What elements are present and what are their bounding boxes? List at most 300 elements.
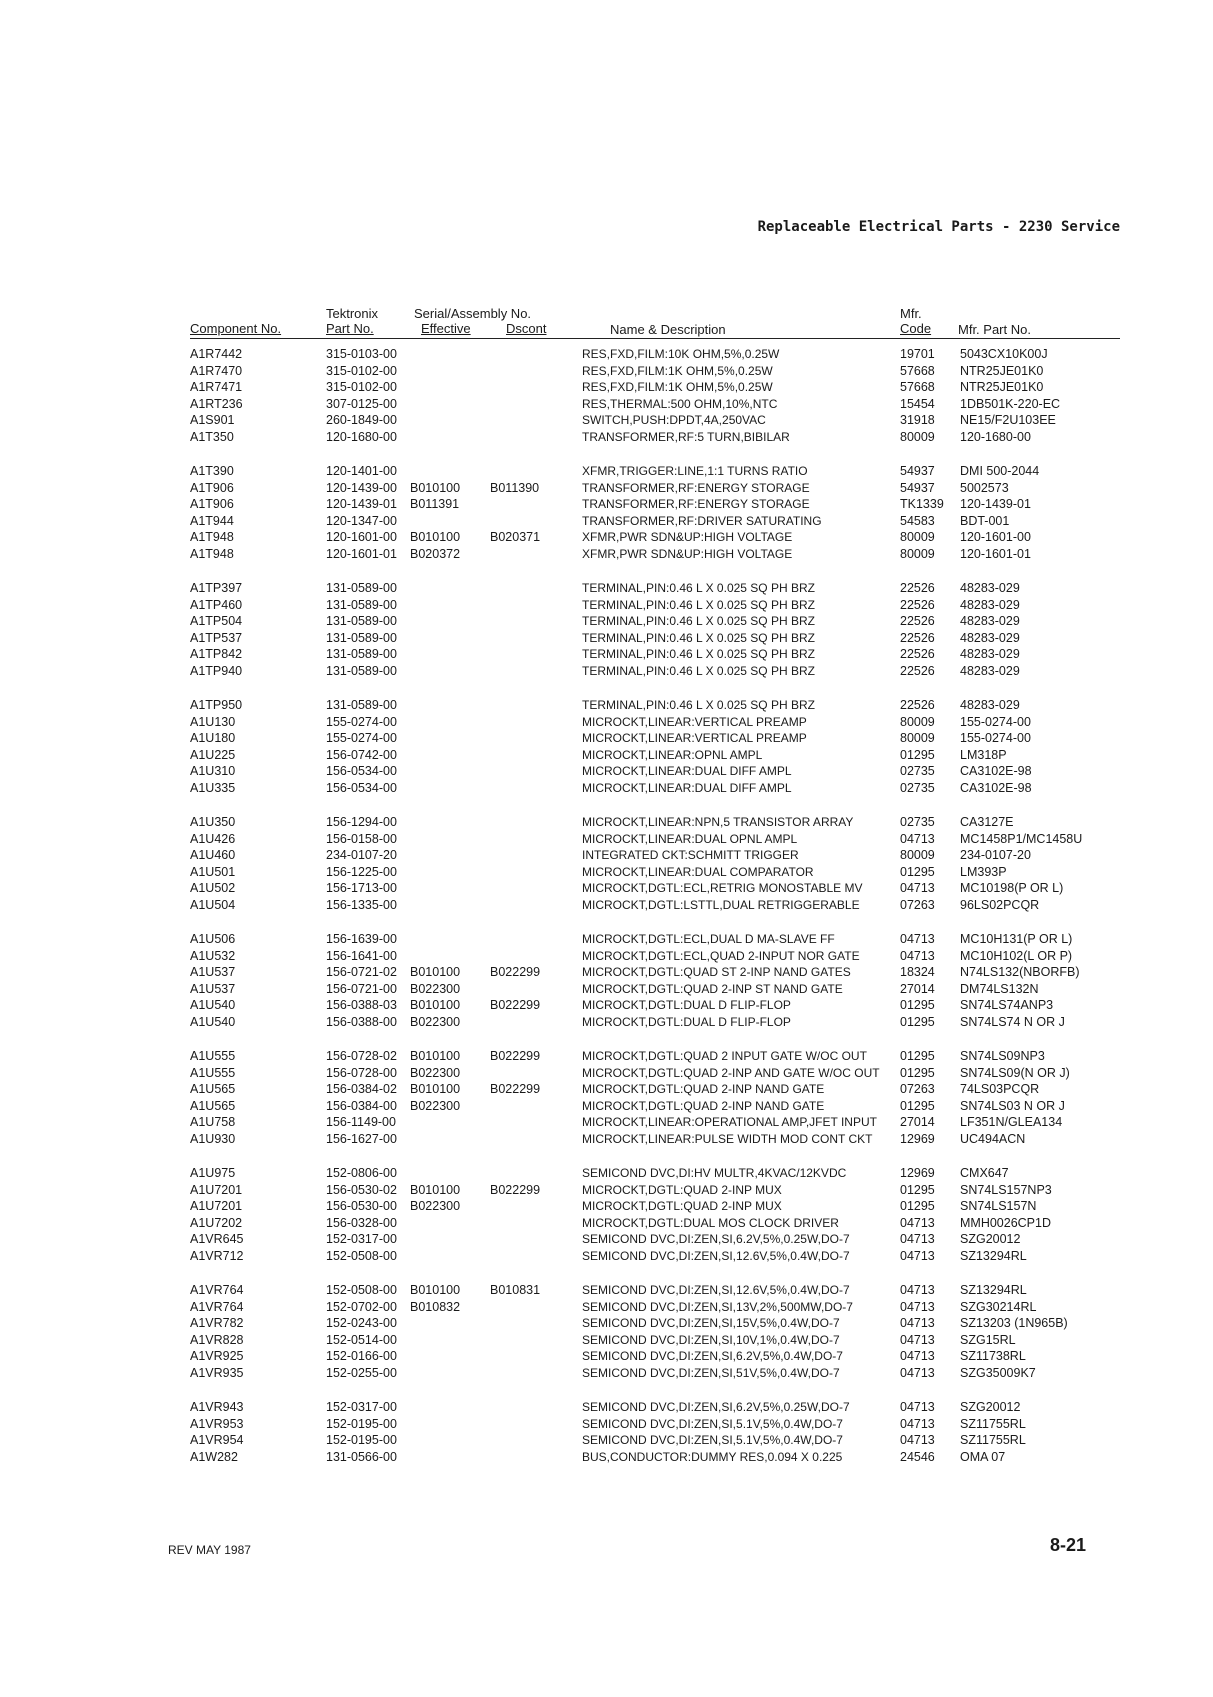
- cell-tektronix-part-no: 120-1439-01: [326, 497, 397, 511]
- cell-serial-dscont: B022299: [490, 1182, 541, 1197]
- cell-component-no: A1T948: [190, 546, 234, 561]
- cell-name-description: MICROCKT,LINEAR:PULSE WIDTH MOD CONT CKT: [582, 1131, 873, 1146]
- cell-mfr-part-no: SN74LS157N: [960, 1199, 1037, 1213]
- cell-mfr-code: 04713: [900, 1316, 935, 1330]
- cell-tektronix-part-no: 120-1401-00: [326, 464, 397, 478]
- column-header-code-label: Code: [900, 321, 932, 336]
- cell-mfr-part-no: SN74LS03 N OR J: [960, 1098, 1065, 1113]
- cell-mfr-code: 04713: [900, 1283, 935, 1297]
- cell-mfr-part-no: 155-0274-00: [960, 731, 1031, 745]
- cell-mfr-code: 18324: [900, 965, 935, 979]
- cell-mfr-code: 04713: [900, 1433, 935, 1447]
- cell-tektronix-part-no: 120-1439-00: [326, 480, 397, 495]
- cell-name-description: SEMICOND DVC,DI:ZEN,SI,12.6V,5%,0.4W,DO-7: [582, 1248, 850, 1263]
- column-header-serial-assembly: [414, 306, 531, 321]
- cell-serial-effective: B011391: [410, 497, 460, 511]
- cell-serial-effective: B022300: [410, 1065, 461, 1080]
- parts-group: [0, 1282, 1213, 1381]
- column-header-component-no: [190, 321, 281, 336]
- cell-tektronix-part-no: 152-0508-00: [326, 1283, 397, 1297]
- cell-mfr-part-no: CA3127E: [960, 815, 1014, 829]
- cell-name-description: MICROCKT,LINEAR:DUAL DIFF AMPL: [582, 780, 792, 795]
- cell-component-no: A1VR645: [190, 1232, 244, 1246]
- table-row: [0, 1048, 1213, 1065]
- cell-tektronix-part-no: 131-0589-00: [326, 647, 397, 661]
- cell-component-no: A1TP950: [190, 698, 243, 712]
- cell-mfr-part-no: NE15/F2U103EE: [960, 413, 1056, 427]
- cell-tektronix-part-no: 156-1639-00: [326, 932, 397, 946]
- table-row: [0, 897, 1213, 914]
- cell-component-no: A1U130: [190, 714, 236, 729]
- cell-name-description: MICROCKT,DGTL:QUAD 2-INP MUX: [582, 1199, 782, 1213]
- cell-mfr-part-no: MC10H102(L OR P): [960, 948, 1073, 963]
- cell-name-description: TERMINAL,PIN:0.46 L X 0.025 SQ PH BRZ: [582, 581, 815, 595]
- cell-mfr-part-no: MMH0026CP1D: [960, 1215, 1052, 1230]
- table-row: [0, 1198, 1213, 1215]
- cell-component-no: A1TP397: [190, 581, 243, 595]
- table-row: [0, 1114, 1213, 1131]
- cell-name-description: SEMICOND DVC,DI:ZEN,SI,6.2V,5%,0.4W,DO-7: [582, 1349, 843, 1363]
- table-row: [0, 1449, 1213, 1466]
- cell-mfr-code: 12969: [900, 1131, 935, 1146]
- page-number: 8-21: [1050, 1535, 1087, 1555]
- table-row: [0, 513, 1213, 530]
- cell-name-description: SEMICOND DVC,DI:ZEN,SI,51V,5%,0.4W,DO-7: [582, 1365, 840, 1380]
- cell-component-no: A1U225: [190, 747, 236, 762]
- parts-group: [0, 1165, 1213, 1264]
- cell-component-no: A1U180: [190, 731, 236, 745]
- cell-component-no: A1VR925: [190, 1349, 244, 1363]
- table-row: [0, 546, 1213, 563]
- cell-mfr-part-no: CA3102E-98: [960, 780, 1032, 795]
- column-header-effective: [421, 321, 471, 336]
- cell-component-no: A1U532: [190, 948, 236, 963]
- cell-mfr-part-no: N74LS132(NBORFB): [960, 965, 1080, 979]
- cell-component-no: A1TP460: [190, 597, 243, 612]
- cell-serial-dscont: B011390: [490, 480, 540, 495]
- cell-mfr-code: 80009: [900, 429, 935, 444]
- cell-mfr-code: 80009: [900, 848, 935, 862]
- cell-serial-effective: B010100: [410, 1082, 461, 1096]
- cell-mfr-code: 01295: [900, 1199, 935, 1213]
- table-row: [0, 780, 1213, 797]
- cell-name-description: MICROCKT,LINEAR:OPNL AMPL: [582, 747, 763, 762]
- cell-name-description: TERMINAL,PIN:0.46 L X 0.025 SQ PH BRZ: [582, 698, 815, 712]
- cell-name-description: MICROCKT,DGTL:DUAL D FLIP-FLOP: [582, 998, 791, 1012]
- parts-group: [0, 931, 1213, 1030]
- cell-name-description: TRANSFORMER,RF:ENERGY STORAGE: [582, 497, 810, 511]
- table-row: [0, 1098, 1213, 1115]
- cell-name-description: SEMICOND DVC,DI:ZEN,SI,6.2V,5%,0.25W,DO-7: [582, 1232, 850, 1246]
- table-row: [0, 814, 1213, 831]
- cell-component-no: A1U555: [190, 1065, 236, 1080]
- table-row: [0, 1332, 1213, 1349]
- cell-mfr-part-no: SZ13294RL: [960, 1283, 1027, 1297]
- cell-mfr-code: 04713: [900, 1416, 935, 1431]
- cell-mfr-part-no: CA3102E-98: [960, 764, 1032, 778]
- cell-mfr-code: 12969: [900, 1166, 935, 1180]
- cell-tektronix-part-no: 156-0388-03: [326, 998, 397, 1012]
- column-header-dscont-label: Dscont: [506, 321, 547, 336]
- table-row: [0, 864, 1213, 881]
- cell-component-no: A1TP504: [190, 614, 243, 628]
- cell-mfr-part-no: 120-1601-00: [960, 530, 1031, 544]
- cell-component-no: A1U502: [190, 881, 236, 895]
- cell-component-no: A1T944: [190, 513, 234, 528]
- table-row: [0, 948, 1213, 965]
- cell-mfr-code: 22526: [900, 630, 935, 645]
- cell-mfr-code: 22526: [900, 698, 935, 712]
- table-row: [0, 480, 1213, 497]
- cell-mfr-part-no: SN74LS157NP3: [960, 1182, 1052, 1197]
- cell-mfr-part-no: 120-1680-00: [960, 429, 1031, 444]
- cell-name-description: MICROCKT,DGTL:QUAD ST 2-INP NAND GATES: [582, 965, 851, 979]
- parts-group: [0, 814, 1213, 913]
- cell-tektronix-part-no: 152-0195-00: [326, 1433, 397, 1447]
- cell-mfr-part-no: 120-1601-01: [960, 546, 1031, 561]
- cell-tektronix-part-no: 152-0243-00: [326, 1316, 397, 1330]
- cell-name-description: MICROCKT,DGTL:ECL,RETRIG MONOSTABLE MV: [582, 881, 863, 895]
- cell-mfr-part-no: 48283-029: [960, 647, 1020, 661]
- cell-component-no: A1TP842: [190, 647, 243, 661]
- cell-name-description: SWITCH,PUSH:DPDT,4A,250VAC: [582, 413, 766, 427]
- cell-mfr-part-no: SZG20012: [960, 1400, 1021, 1414]
- cell-serial-dscont: B022299: [490, 1082, 541, 1096]
- cell-mfr-code: 01295: [900, 998, 935, 1012]
- cell-mfr-code: 31918: [900, 413, 935, 427]
- table-row: [0, 1081, 1213, 1098]
- cell-mfr-part-no: MC1458P1/MC1458U: [960, 831, 1083, 846]
- cell-name-description: BUS,CONDUCTOR:DUMMY RES,0.094 X 0.225: [582, 1449, 843, 1464]
- cell-name-description: MICROCKT,DGTL:LSTTL,DUAL RETRIGGERABLE: [582, 897, 860, 912]
- cell-mfr-code: 57668: [900, 363, 935, 378]
- cell-name-description: SEMICOND DVC,DI:ZEN,SI,15V,5%,0.4W,DO-7: [582, 1316, 840, 1330]
- cell-serial-effective: B022300: [410, 1014, 461, 1029]
- cell-serial-effective: B010100: [410, 480, 461, 495]
- cell-component-no: A1U565: [190, 1098, 236, 1113]
- cell-tektronix-part-no: 156-1225-00: [326, 864, 397, 879]
- cell-tektronix-part-no: 120-1601-00: [326, 530, 397, 544]
- cell-tektronix-part-no: 156-0530-02: [326, 1182, 397, 1197]
- parts-group: [0, 463, 1213, 562]
- table-row: [0, 1182, 1213, 1199]
- cell-tektronix-part-no: 234-0107-20: [326, 848, 397, 862]
- cell-tektronix-part-no: 155-0274-00: [326, 714, 397, 729]
- cell-mfr-code: 22526: [900, 597, 935, 612]
- cell-component-no: A1VR953: [190, 1416, 244, 1431]
- cell-mfr-code: 01295: [900, 1049, 935, 1063]
- cell-name-description: MICROCKT,DGTL:QUAD 2-INP ST NAND GATE: [582, 981, 843, 996]
- cell-name-description: TERMINAL,PIN:0.46 L X 0.025 SQ PH BRZ: [582, 663, 815, 678]
- cell-tektronix-part-no: 315-0102-00: [326, 363, 397, 378]
- cell-mfr-code: 19701: [900, 347, 935, 361]
- cell-name-description: TERMINAL,PIN:0.46 L X 0.025 SQ PH BRZ: [582, 647, 815, 661]
- column-header-name-description: [610, 322, 726, 337]
- cell-mfr-code: 80009: [900, 530, 935, 544]
- column-header-tektronix-label: Tektronix: [326, 306, 379, 321]
- table-row: [0, 931, 1213, 948]
- header-divider: [190, 338, 1120, 339]
- cell-component-no: A1U350: [190, 815, 236, 829]
- cell-name-description: RES,FXD,FILM:10K OHM,5%,0.25W: [582, 347, 780, 361]
- cell-component-no: A1S901: [190, 413, 235, 427]
- table-row: [0, 1348, 1213, 1365]
- cell-component-no: A1U555: [190, 1049, 236, 1063]
- cell-tektronix-part-no: 156-0530-00: [326, 1199, 397, 1213]
- cell-serial-dscont: B022299: [490, 998, 541, 1012]
- cell-tektronix-part-no: 152-0702-00: [326, 1299, 397, 1314]
- table-row: [0, 964, 1213, 981]
- table-row: [0, 1014, 1213, 1031]
- cell-mfr-code: 04713: [900, 1215, 935, 1230]
- cell-mfr-part-no: SZG15RL: [960, 1332, 1016, 1347]
- cell-mfr-part-no: 74LS03PCQR: [960, 1082, 1040, 1096]
- cell-mfr-code: 02735: [900, 780, 935, 795]
- cell-name-description: SEMICOND DVC,DI:ZEN,SI,13V,2%,500MW,DO-7: [582, 1299, 853, 1314]
- cell-tektronix-part-no: 156-0384-00: [326, 1098, 397, 1113]
- column-header-dscont: [506, 321, 546, 336]
- cell-name-description: SEMICOND DVC,DI:ZEN,SI,6.2V,5%,0.25W,DO-7: [582, 1400, 850, 1414]
- table-row: [0, 580, 1213, 597]
- cell-component-no: A1R7442: [190, 347, 243, 361]
- cell-component-no: A1VR935: [190, 1365, 244, 1380]
- table-row: [0, 1131, 1213, 1148]
- column-header-mfr-part-no-label: Mfr. Part No.: [958, 322, 1031, 337]
- cell-serial-effective: B022300: [410, 1199, 461, 1213]
- cell-component-no: A1VR712: [190, 1248, 244, 1263]
- cell-mfr-part-no: 120-1439-01: [960, 497, 1031, 511]
- column-header-effective-label: Effective: [421, 321, 471, 336]
- cell-component-no: A1R7471: [190, 380, 243, 394]
- cell-mfr-code: 57668: [900, 380, 935, 394]
- cell-name-description: MICROCKT,DGTL:DUAL MOS CLOCK DRIVER: [582, 1215, 839, 1230]
- cell-name-description: MICROCKT,LINEAR:DUAL DIFF AMPL: [582, 764, 792, 778]
- cell-component-no: A1U537: [190, 965, 236, 979]
- cell-name-description: MICROCKT,LINEAR:DUAL COMPARATOR: [582, 864, 814, 879]
- cell-component-no: A1U7202: [190, 1215, 243, 1230]
- table-row: [0, 997, 1213, 1014]
- table-row: [0, 429, 1213, 446]
- table-row: [0, 714, 1213, 731]
- parts-group: [0, 1399, 1213, 1465]
- cell-name-description: SEMICOND DVC,DI:ZEN,SI,10V,1%,0.4W,DO-7: [582, 1332, 840, 1347]
- cell-name-description: MICROCKT,LINEAR:OPERATIONAL AMP,JFET INPUT: [582, 1115, 877, 1129]
- cell-component-no: A1U930: [190, 1131, 236, 1146]
- cell-tektronix-part-no: 131-0589-00: [326, 630, 397, 645]
- parts-group: [0, 580, 1213, 679]
- cell-tektronix-part-no: 156-0742-00: [326, 747, 397, 762]
- column-header-name-description-label: Name & Description: [610, 322, 726, 337]
- cell-mfr-code: 27014: [900, 981, 935, 996]
- cell-tektronix-part-no: 156-1641-00: [326, 948, 397, 963]
- table-row: [0, 1165, 1213, 1182]
- cell-tektronix-part-no: 152-0166-00: [326, 1349, 397, 1363]
- cell-mfr-code: 02735: [900, 764, 935, 778]
- cell-mfr-code: 01295: [900, 747, 935, 762]
- cell-tektronix-part-no: 156-0728-00: [326, 1065, 397, 1080]
- cell-mfr-part-no: SN74LS09(N OR J): [960, 1065, 1070, 1080]
- revision-date: REV MAY 1987: [168, 1543, 251, 1557]
- table-row: [0, 363, 1213, 380]
- column-header-mfr-code: [900, 306, 931, 336]
- table-row: [0, 747, 1213, 764]
- cell-name-description: RES,FXD,FILM:1K OHM,5%,0.25W: [582, 363, 773, 378]
- cell-serial-effective: B010100: [410, 1182, 461, 1197]
- table-row: [0, 613, 1213, 630]
- cell-tektronix-part-no: 315-0103-00: [326, 347, 397, 361]
- parts-group: [0, 346, 1213, 445]
- cell-name-description: SEMICOND DVC,DI:HV MULTR,4KVAC/12KVDC: [582, 1166, 847, 1180]
- cell-tektronix-part-no: 131-0589-00: [326, 614, 397, 628]
- table-row: [0, 463, 1213, 480]
- cell-component-no: A1U540: [190, 1014, 236, 1029]
- cell-mfr-part-no: SZG30214RL: [960, 1299, 1037, 1314]
- cell-mfr-part-no: SZ11755RL: [960, 1433, 1026, 1447]
- cell-serial-effective: B010100: [410, 1049, 461, 1063]
- cell-mfr-part-no: 48283-029: [960, 581, 1020, 595]
- table-row: [0, 630, 1213, 647]
- parts-list: [0, 346, 1213, 1483]
- cell-mfr-code: 04713: [900, 1332, 935, 1347]
- table-row: [0, 1365, 1213, 1382]
- cell-mfr-part-no: 96LS02PCQR: [960, 897, 1040, 912]
- table-row: [0, 880, 1213, 897]
- cell-component-no: A1U758: [190, 1115, 236, 1129]
- cell-tektronix-part-no: 156-0534-00: [326, 780, 397, 795]
- column-header-mfr-label: Mfr.: [900, 306, 922, 321]
- cell-mfr-part-no: SN74LS74ANP3: [960, 998, 1054, 1012]
- cell-serial-dscont: B022299: [490, 965, 541, 979]
- column-header-serial-label: Serial/Assembly No.: [414, 306, 532, 321]
- cell-tektronix-part-no: 131-0589-00: [326, 698, 397, 712]
- cell-mfr-part-no: SZ11755RL: [960, 1416, 1026, 1431]
- cell-tektronix-part-no: 156-1149-00: [326, 1115, 396, 1129]
- table-row: [0, 1315, 1213, 1332]
- cell-component-no: A1U310: [190, 764, 236, 778]
- cell-tektronix-part-no: 156-0728-02: [326, 1049, 397, 1063]
- cell-component-no: A1W282: [190, 1449, 238, 1464]
- cell-name-description: MICROCKT,DGTL:QUAD 2 INPUT GATE W/OC OUT: [582, 1049, 867, 1063]
- cell-component-no: A1U504: [190, 897, 236, 912]
- cell-mfr-code: 01295: [900, 1065, 935, 1080]
- cell-tektronix-part-no: 156-1627-00: [326, 1131, 397, 1146]
- cell-serial-dscont: B010831: [490, 1283, 541, 1297]
- cell-component-no: A1U426: [190, 831, 236, 846]
- table-row: [0, 496, 1213, 513]
- cell-serial-effective: B010832: [410, 1299, 461, 1314]
- cell-mfr-part-no: LM393P: [960, 864, 1007, 879]
- cell-tektronix-part-no: 156-1294-00: [326, 815, 397, 829]
- cell-mfr-code: 04713: [900, 932, 935, 946]
- cell-mfr-part-no: BDT-001: [960, 513, 1010, 528]
- cell-name-description: MICROCKT,DGTL:QUAD 2-INP AND GATE W/OC OUT: [582, 1065, 880, 1080]
- cell-name-description: RES,FXD,FILM:1K OHM,5%,0.25W: [582, 380, 773, 394]
- table-row: [0, 1399, 1213, 1416]
- cell-mfr-part-no: LF351N/GLEA134: [960, 1115, 1063, 1129]
- cell-component-no: A1VR943: [190, 1400, 244, 1414]
- cell-tektronix-part-no: 155-0274-00: [326, 731, 397, 745]
- cell-mfr-part-no: SZG35009K7: [960, 1365, 1036, 1380]
- table-row: [0, 1215, 1213, 1232]
- cell-mfr-part-no: SN74LS74 N OR J: [960, 1014, 1065, 1029]
- cell-name-description: TERMINAL,PIN:0.46 L X 0.025 SQ PH BRZ: [582, 614, 815, 628]
- cell-mfr-code: 04713: [900, 1400, 935, 1414]
- cell-component-no: A1U501: [190, 864, 236, 879]
- cell-name-description: MICROCKT,LINEAR:VERTICAL PREAMP: [582, 731, 807, 745]
- cell-mfr-part-no: 48283-029: [960, 630, 1020, 645]
- cell-mfr-code: TK1339: [900, 497, 944, 511]
- cell-mfr-part-no: NTR25JE01K0: [960, 380, 1044, 394]
- cell-mfr-part-no: SZ13203 (1N965B): [960, 1316, 1068, 1330]
- cell-mfr-code: 22526: [900, 647, 935, 661]
- cell-mfr-code: 04713: [900, 948, 935, 963]
- cell-component-no: A1TP537: [190, 630, 243, 645]
- cell-tektronix-part-no: 156-0158-00: [326, 831, 397, 846]
- cell-mfr-part-no: SN74LS09NP3: [960, 1049, 1045, 1063]
- cell-component-no: A1U7201: [190, 1199, 243, 1213]
- cell-serial-effective: B022300: [410, 981, 461, 996]
- cell-name-description: TERMINAL,PIN:0.46 L X 0.025 SQ PH BRZ: [582, 630, 815, 645]
- table-row: [0, 697, 1213, 714]
- cell-mfr-code: 04713: [900, 1299, 935, 1314]
- cell-component-no: A1U460: [190, 848, 236, 862]
- cell-mfr-part-no: 48283-029: [960, 698, 1020, 712]
- cell-tektronix-part-no: 307-0125-00: [326, 396, 397, 411]
- cell-component-no: A1U7201: [190, 1182, 243, 1197]
- cell-mfr-part-no: 155-0274-00: [960, 714, 1031, 729]
- cell-tektronix-part-no: 152-0195-00: [326, 1416, 397, 1431]
- column-header-component-no-label: Component No.: [190, 321, 282, 336]
- cell-tektronix-part-no: 120-1347-00: [326, 513, 397, 528]
- cell-serial-effective: B022300: [410, 1098, 461, 1113]
- table-row: [0, 412, 1213, 429]
- cell-mfr-code: 02735: [900, 815, 935, 829]
- cell-mfr-code: 04713: [900, 1349, 935, 1363]
- cell-serial-dscont: B020371: [490, 530, 541, 544]
- table-row: [0, 847, 1213, 864]
- cell-tektronix-part-no: 131-0589-00: [326, 581, 397, 595]
- cell-tektronix-part-no: 156-0388-00: [326, 1014, 397, 1029]
- cell-component-no: A1U975: [190, 1166, 236, 1180]
- cell-component-no: A1U335: [190, 780, 236, 795]
- cell-name-description: MICROCKT,DGTL:QUAD 2-INP MUX: [582, 1182, 782, 1197]
- cell-name-description: MICROCKT,DGTL:DUAL D FLIP-FLOP: [582, 1014, 791, 1029]
- cell-tektronix-part-no: 131-0589-00: [326, 663, 397, 678]
- cell-tektronix-part-no: 120-1680-00: [326, 429, 397, 444]
- parts-group: [0, 1048, 1213, 1147]
- cell-mfr-part-no: MC10198(P OR L): [960, 881, 1064, 895]
- cell-component-no: A1T390: [190, 464, 234, 478]
- table-row: [0, 981, 1213, 998]
- table-row: [0, 1432, 1213, 1449]
- cell-mfr-part-no: LM318P: [960, 747, 1007, 762]
- cell-component-no: A1VR954: [190, 1433, 244, 1447]
- page-header-title: Replaceable Electrical Parts - 2230 Service: [757, 219, 1120, 235]
- cell-component-no: A1TP940: [190, 663, 243, 678]
- cell-mfr-code: 01295: [900, 1182, 935, 1197]
- cell-tektronix-part-no: 156-0721-02: [326, 965, 397, 979]
- table-row: [0, 663, 1213, 680]
- cell-mfr-code: 15454: [900, 396, 935, 411]
- cell-tektronix-part-no: 156-0721-00: [326, 981, 397, 996]
- cell-mfr-code: 04713: [900, 1248, 935, 1263]
- table-row: [0, 396, 1213, 413]
- cell-mfr-code: 01295: [900, 1098, 935, 1113]
- cell-name-description: TRANSFORMER,RF:ENERGY STORAGE: [582, 480, 810, 495]
- cell-component-no: A1VR782: [190, 1316, 244, 1330]
- cell-mfr-part-no: 48283-029: [960, 597, 1020, 612]
- column-header-tektronix-part-no: [326, 306, 378, 336]
